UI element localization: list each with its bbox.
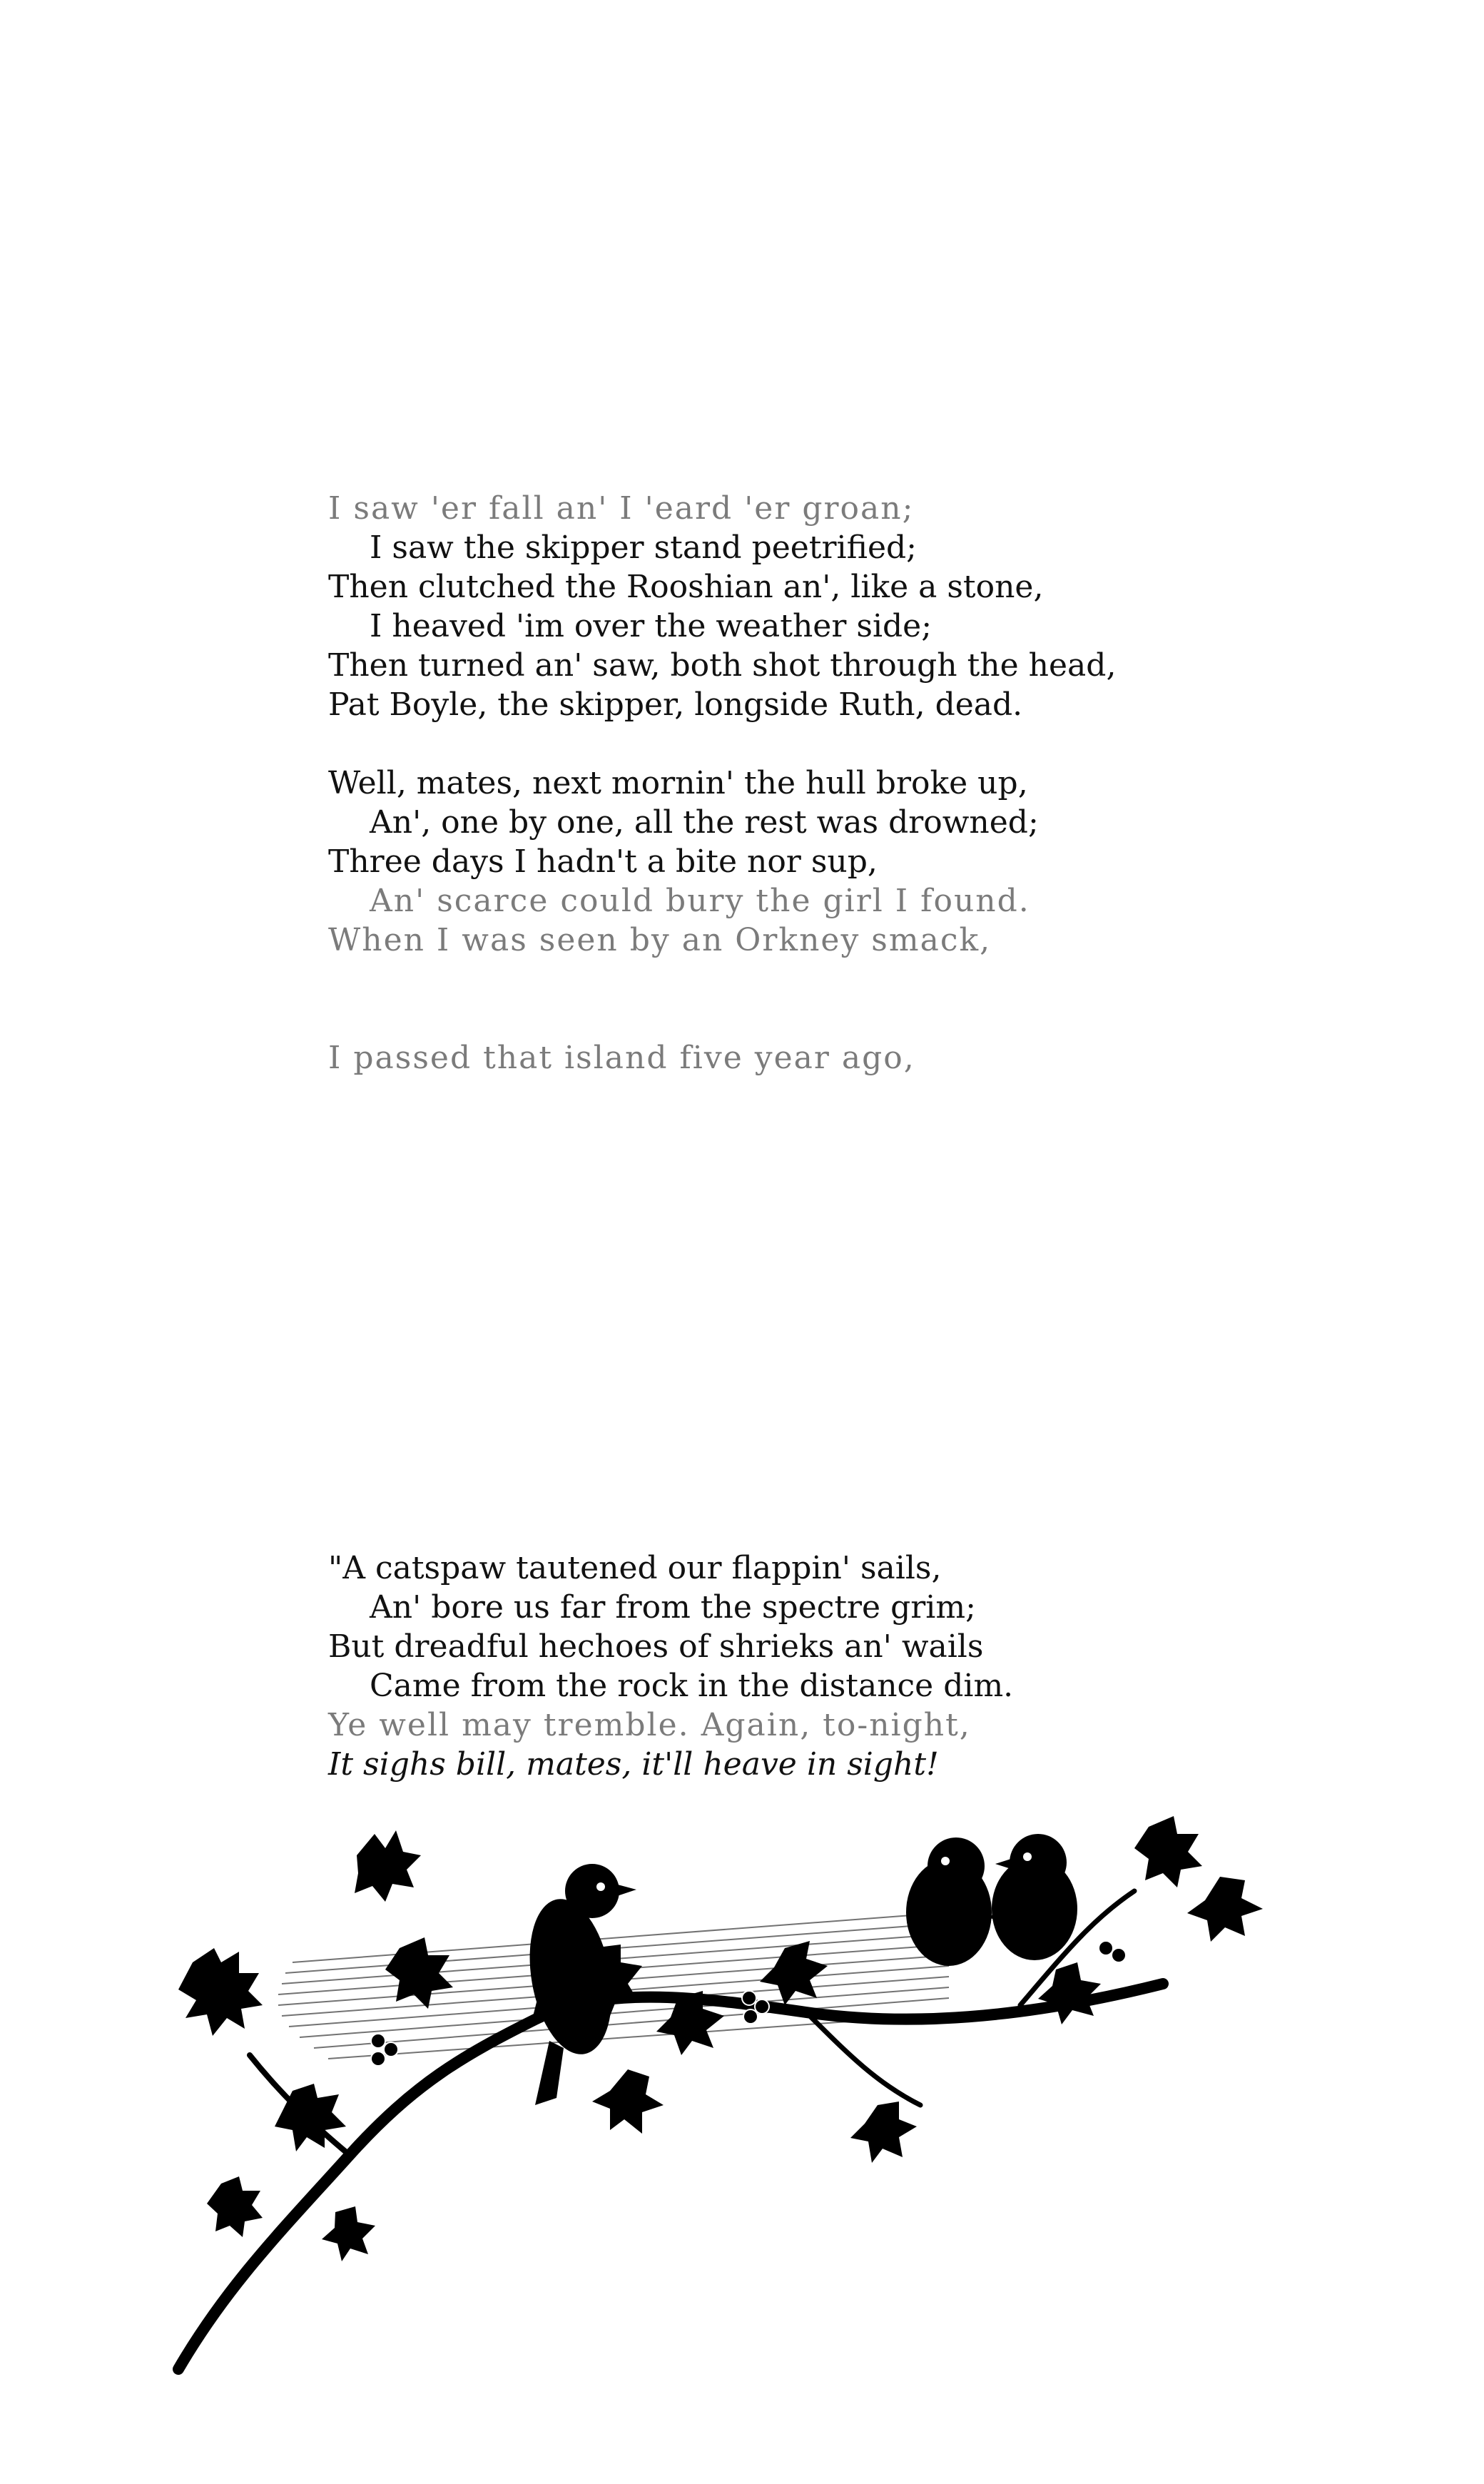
poem-line: Well, mates, next mornin' the hull broke up, — [328, 765, 1028, 801]
poem-line: I saw 'er fall an' I 'eard 'er groan; — [328, 490, 915, 527]
poem-line — [328, 1195, 1327, 1235]
poem-line: When I was seen by an Orkney smack, — [328, 922, 992, 958]
poem-line — [328, 1156, 1327, 1195]
stanza — [328, 214, 1327, 450]
poem-line — [328, 410, 1327, 450]
poem-line: Then turned an' saw, both shot through the head, — [328, 647, 1117, 684]
stanza — [328, 489, 1327, 724]
poem-line: It sighs bill, mates, it'll heave in sight! — [328, 1746, 939, 1783]
poem-line: Three days I hadn't a bite nor sup, — [328, 843, 878, 880]
poem-line — [328, 1078, 1327, 1117]
poem-line: An', one by one, all the rest was drowned; — [370, 804, 1039, 841]
poem-line: I heaved 'im over the weather side; — [370, 608, 932, 644]
poem-line: I passed that island five year ago, — [328, 1040, 915, 1076]
poem-line — [328, 293, 1327, 332]
poem-line — [328, 371, 1327, 410]
poem-line — [328, 1352, 1327, 1391]
poem-line: I saw the skipper stand peetrified; — [370, 529, 917, 566]
poem-line — [328, 1470, 1327, 1509]
poem-line — [328, 253, 1327, 293]
poem-line: An' bore us far from the spectre grim; — [370, 1589, 976, 1626]
poem-line: "A catspaw tautened our flappin' sails, — [328, 1550, 942, 1586]
poem-line: Came from the rock in the distance dim. — [370, 1668, 1014, 1704]
stanza — [328, 1548, 1327, 1784]
stanza — [328, 1274, 1327, 1509]
poem-line — [328, 214, 1327, 253]
poem-line: Then clutched the Rooshian an', like a stone, — [328, 569, 1044, 605]
holly-branch-with-birds-illustration — [164, 1784, 1334, 2383]
poem-line: Pat Boyle, the skipper, longside Ruth, dead. — [328, 686, 1023, 723]
poem-line — [328, 332, 1327, 371]
poem-line — [328, 1431, 1327, 1470]
holly-leaves — [178, 1816, 1263, 2261]
poem-line — [328, 1391, 1327, 1431]
stanza — [328, 764, 1327, 999]
poem-line — [328, 1274, 1327, 1313]
poem-line: But dreadful hechoes of shrieks an' wails — [328, 1628, 984, 1665]
stanza — [328, 1038, 1327, 1235]
poem-line — [328, 1313, 1327, 1352]
poem-line: Ye well may tremble. Again, to-night, — [328, 1707, 971, 1743]
poem — [328, 214, 1327, 1823]
bird-pair-right — [906, 1834, 1077, 1966]
poem-line: An' scarce could bury the girl I found. — [370, 883, 1030, 919]
poem-line — [328, 1117, 1327, 1156]
poem-line — [328, 960, 1327, 999]
